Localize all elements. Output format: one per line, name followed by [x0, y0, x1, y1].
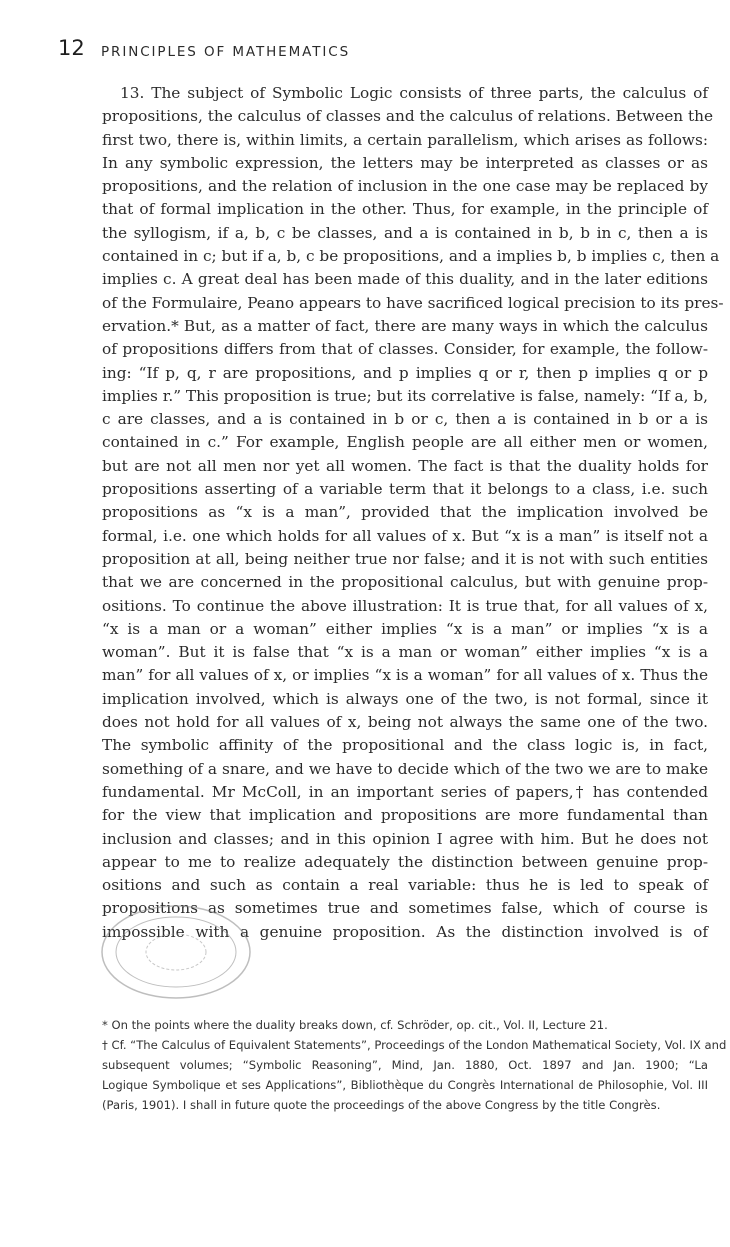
text-line: ing: “If p, q, r are propositions, and p implies q or r, then p implies q or p: [102, 363, 708, 382]
text-line: formal, i.e. one which holds for all values of x. But “x is a man” is itself not a: [102, 526, 708, 545]
text-line: In any symbolic expression, the letters may be interpreted as classes or as: [102, 153, 708, 172]
text-line: implies r.” This proposition is true; but its correlative is false, namely: “If a, b,: [102, 386, 708, 405]
text-line: appear to me to realize adequately the distinction between genuine prop-: [102, 852, 708, 871]
text-line: proposition at all, being neither true nor false; and it is not with such entities: [102, 549, 708, 568]
text-line: the syllogism, if a, b, c be classes, and a is contained in b, b in c, then a is: [102, 223, 708, 242]
text-line: of the Formulaire, Peano appears to have sacrificed logical precision to its pres-: [102, 293, 724, 312]
text-line: man” for all values of x, or implies “x is a woman” for all values of x. Thus the: [102, 666, 708, 685]
text-line: first two, there is, within limits, a certain parallelism, which arises as follows:: [102, 130, 708, 149]
text-line: The symbolic affinity of the propositional and the class logic is, in fact,: [102, 736, 708, 755]
text-line: propositions, the calculus of classes and the calculus of relations. Between the: [102, 107, 714, 126]
text-line: ervation.* But, as a matter of fact, there are many ways in which the calculus: [102, 316, 708, 335]
text-line: ositions. To continue the above illustration: It is true that, for all values of x,: [102, 596, 708, 615]
text-line: ositions and such as contain a real variable: thus he is led to speak of: [102, 876, 708, 895]
text-line: fundamental. Mr McColl, in an important series of papers,† has contended: [102, 782, 708, 801]
page-header: [58, 36, 710, 66]
text-line: propositions asserting of a variable term that it belongs to a class, i.e. such: [102, 480, 708, 499]
text-line: 13. The subject of Symbolic Logic consists of three parts, the calculus of: [120, 84, 708, 102]
text-line: does not hold for all values of x, being not always the same one of the two.: [102, 713, 708, 732]
text-line: for the view that implication and propositions are more fundamental than: [102, 806, 708, 825]
text-line: that we are concerned in the propositional calculus, but with genuine prop-: [102, 573, 708, 592]
text-line: impossible with a genuine proposition. As the distinction involved is of: [102, 922, 708, 941]
text-line: “x is a man or a woman” either implies “x is a man” or implies “x is a: [102, 619, 708, 638]
footnote-dagger-continued: (Paris, 1901). I shall in future quote the proceedings of the above Congress by the title Congrès.: [102, 1098, 661, 1112]
footnote-dagger: † Cf. “The Calculus of Equivalent Statements”, Proceedings of the London Mathematical Society, Vol. IX and: [102, 1038, 727, 1052]
text-line: propositions as sometimes true and sometimes false, which of course is: [102, 899, 708, 918]
footnote-dagger-continued: subsequent volumes; “Symbolic Reasoning”, Mind, Jan. 1880, Oct. 1897 and Jan. 1900; “La: [102, 1058, 708, 1072]
body-paragraph: [102, 82, 724, 944]
text-line: but are not all men nor yet all women. The fact is that the duality holds for: [102, 456, 708, 475]
text-line: c are classes, and a is contained in b or c, then a is contained in b or a is: [102, 410, 708, 429]
running-head: PRINCIPLES OF MATHEMATICS: [101, 44, 351, 60]
text-line: woman”. But it is false that “x is a man or woman” either implies “x is a: [102, 643, 708, 662]
text-line: contained in c; but if a, b, c be propositions, and a implies b, b implies c, then a: [102, 247, 720, 266]
footnotes: [102, 1015, 727, 1115]
text-line: propositions as “x is a man”, provided that the implication involved be: [102, 503, 708, 522]
footnote-asterisk: * On the points where the duality breaks down, cf. Schröder, op. cit., Vol. II, Lecture 21.: [102, 1018, 608, 1032]
text-line: implication involved, which is always one of the two, is not formal, since it: [102, 689, 708, 708]
text-line: inclusion and classes; and in this opinion I agree with him. But he does not: [102, 829, 708, 848]
text-line: something of a snare, and we have to decide which of the two we are to make: [102, 759, 708, 778]
page-number: 12: [58, 36, 85, 60]
text-line: propositions, and the relation of inclusion in the one case may be replaced by: [102, 177, 708, 196]
text-line: of propositions differs from that of classes. Consider, for example, the follow-: [102, 340, 708, 359]
text-line: that of formal implication in the other. Thus, for example, in the principle of: [102, 200, 708, 219]
footnote-dagger-continued: Logique Symbolique et ses Applications”, Bibliothèque du Congrès International de Philosophie, Vol. III: [102, 1078, 708, 1092]
text-line: contained in c.” For example, English people are all either men or women,: [102, 433, 708, 452]
text-line: implies c. A great deal has been made of this duality, and in the later editions: [102, 270, 708, 289]
